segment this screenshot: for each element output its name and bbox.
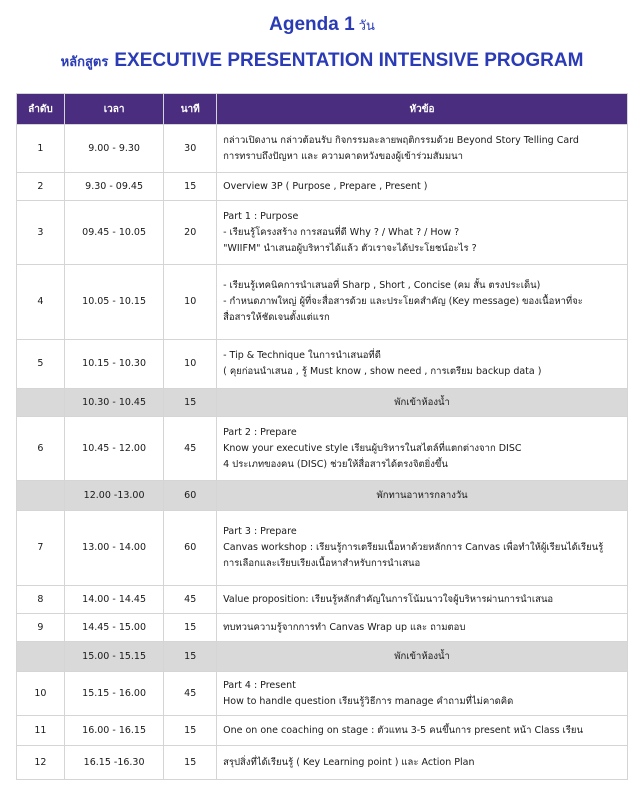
topic-line: - Tip & Technique ในการนำเสนอที่ดี bbox=[223, 350, 381, 361]
topic-line: กล่าวเปิดงาน กล่าวต้อนรับ กิจกรรมละลายพฤติกรรมด้วย Beyond Story Telling Card bbox=[223, 134, 579, 146]
cell-minutes: 15 bbox=[164, 614, 217, 642]
agenda-table bbox=[16, 93, 628, 780]
topic-line: การเลือกและเรียบเรียงเนื้อหาสำหรับการนำเสนอ bbox=[223, 558, 421, 569]
topic-line: "WIIFM" นำเสนอผู้บริหารได้แล้ว ตัวเราจะได้ประโยชน์อะไร ? bbox=[223, 242, 477, 254]
table-row bbox=[17, 125, 628, 173]
column-header-time: เวลา bbox=[64, 94, 164, 125]
cell-no: 11 bbox=[17, 716, 65, 746]
cell-time: 16.00 - 16.15 bbox=[64, 716, 164, 746]
break-row bbox=[17, 481, 628, 511]
topic-line: สื่อสารให้ชัดเจนตั้งแต่แรก bbox=[223, 312, 330, 323]
topic-line: How to handle question เรียนรู้วิธีการ manage คำถามที่ไม่คาดคิด bbox=[223, 695, 514, 707]
cell-topic bbox=[217, 265, 628, 340]
table-row bbox=[17, 511, 628, 586]
cell-no: 4 bbox=[17, 265, 65, 340]
agenda-title-main: Agenda 1 bbox=[269, 14, 355, 35]
column-header-topic: หัวข้อ bbox=[217, 94, 628, 125]
cell-time: 15.15 - 16.00 bbox=[64, 672, 164, 716]
agenda-table-body bbox=[17, 125, 628, 780]
break-row bbox=[17, 642, 628, 672]
cell-no: 8 bbox=[17, 586, 65, 614]
table-row bbox=[17, 417, 628, 481]
cell-no: 7 bbox=[17, 511, 65, 586]
cell-time: 14.45 - 15.00 bbox=[64, 614, 164, 642]
cell-no: 1 bbox=[17, 125, 65, 173]
cell-topic bbox=[217, 511, 628, 586]
cell-time: 13.00 - 14.00 bbox=[64, 511, 164, 586]
table-header-row bbox=[17, 94, 628, 125]
cell-topic bbox=[217, 201, 628, 265]
cell-time: 10.05 - 10.15 bbox=[64, 265, 164, 340]
cell-topic bbox=[217, 340, 628, 389]
topic-line: การทราบถึงปัญหา และ ความคาดหวังของผู้เข้าร่วมสัมมนา bbox=[223, 150, 463, 162]
cell-no: 6 bbox=[17, 417, 65, 481]
cell-no: 3 bbox=[17, 201, 65, 265]
cell-no: 10 bbox=[17, 672, 65, 716]
table-row bbox=[17, 201, 628, 265]
topic-line: Value proposition: เรียนรู้หลักสำคัญในการโน้มนาวใจผู้บริหารผ่านการนำเสนอ bbox=[223, 593, 554, 605]
cell-topic bbox=[217, 417, 628, 481]
topic-line: Part 2 : Prepare bbox=[223, 426, 297, 438]
topic-line: Canvas workshop : เรียนรู้การเตรียมเนื้อหาด้วยหลักการ Canvas เพื่อทำให้ผู้เรียนได้เรียนรู้ bbox=[223, 542, 604, 553]
topic-line: Part 3 : Prepare bbox=[223, 526, 297, 537]
cell-time: 9.00 - 9.30 bbox=[64, 125, 164, 173]
cell-minutes: 45 bbox=[164, 672, 217, 716]
cell-minutes: 15 bbox=[164, 173, 217, 201]
cell-time: 9.30 - 09.45 bbox=[64, 173, 164, 201]
cell-minutes: 20 bbox=[164, 201, 217, 265]
cell-minutes: 15 bbox=[164, 389, 217, 417]
cell-break-label: พักทานอาหารกลางวัน bbox=[217, 481, 628, 511]
cell-topic bbox=[217, 614, 628, 642]
cell-topic bbox=[217, 672, 628, 716]
topic-line: - เรียนรู้เทคนิคการนำเสนอที่ Sharp , Short , Concise (คม สั้น ตรงประเด็น) bbox=[223, 280, 541, 291]
table-row bbox=[17, 672, 628, 716]
agenda-title bbox=[0, 14, 644, 36]
cell-break-label: พักเข้าห้องน้ำ bbox=[217, 642, 628, 672]
cell-no bbox=[17, 642, 65, 672]
program-title-main: EXECUTIVE PRESENTATION INTENSIVE PROGRAM bbox=[114, 50, 584, 71]
cell-topic bbox=[217, 173, 628, 201]
table-row bbox=[17, 173, 628, 201]
cell-topic bbox=[217, 586, 628, 614]
cell-no: 9 bbox=[17, 614, 65, 642]
program-title-prefix: หลักสูตร bbox=[60, 54, 109, 69]
cell-no: 2 bbox=[17, 173, 65, 201]
table-row bbox=[17, 340, 628, 389]
table-row bbox=[17, 614, 628, 642]
cell-minutes: 45 bbox=[164, 417, 217, 481]
topic-line: Overview 3P ( Purpose , Prepare , Present ) bbox=[223, 180, 428, 192]
cell-break-label: พักเข้าห้องน้ำ bbox=[217, 389, 628, 417]
table-row bbox=[17, 265, 628, 340]
column-header-no: ลำดับ bbox=[17, 94, 65, 125]
cell-topic bbox=[217, 716, 628, 746]
cell-minutes: 60 bbox=[164, 511, 217, 586]
cell-minutes: 15 bbox=[164, 642, 217, 672]
agenda-title-suffix: วัน bbox=[358, 18, 375, 33]
cell-time: 09.45 - 10.05 bbox=[64, 201, 164, 265]
topic-line: Part 1 : Purpose bbox=[223, 210, 299, 222]
cell-time: 16.15 -16.30 bbox=[64, 746, 164, 780]
cell-minutes: 45 bbox=[164, 586, 217, 614]
table-row bbox=[17, 586, 628, 614]
cell-topic bbox=[217, 746, 628, 780]
cell-minutes: 15 bbox=[164, 746, 217, 780]
topic-line: 4 ประเภทของคน (DISC) ช่วยให้สื่อสารได้ตรงจิตยิ่งขึ้น bbox=[223, 458, 448, 470]
topic-line: One on one coaching on stage : ตัวแทน 3-5 คนขึ้นการ present หน้า Class เรียน bbox=[223, 724, 583, 736]
cell-topic bbox=[217, 125, 628, 173]
cell-time: 14.00 - 14.45 bbox=[64, 586, 164, 614]
cell-minutes: 60 bbox=[164, 481, 217, 511]
topic-line: Know your executive style เรียนผู้บริหารในสไตล์ที่แตกต่างจาก DISC bbox=[223, 442, 522, 454]
topic-line: สรุปสิ่งที่ได้เรียนรู้ ( Key Learning point ) และ Action Plan bbox=[223, 756, 475, 768]
cell-time: 10.30 - 10.45 bbox=[64, 389, 164, 417]
cell-time: 10.45 - 12.00 bbox=[64, 417, 164, 481]
topic-line: Part 4 : Present bbox=[223, 679, 296, 691]
break-row bbox=[17, 389, 628, 417]
cell-minutes: 10 bbox=[164, 265, 217, 340]
cell-minutes: 15 bbox=[164, 716, 217, 746]
cell-minutes: 10 bbox=[164, 340, 217, 389]
topic-line: - เรียนรู้โครงสร้าง การสอนที่ดี Why ? / What ? / How ? bbox=[223, 226, 460, 238]
cell-no: 5 bbox=[17, 340, 65, 389]
column-header-minutes: นาที bbox=[164, 94, 217, 125]
program-title bbox=[0, 50, 644, 72]
topic-line: - กำหนดภาพใหญ่ ผู้ที่จะสื่อสารด้วย และประโยคสำคัญ (Key message) ของเนื้อหาที่จะ bbox=[223, 296, 583, 307]
cell-minutes: 30 bbox=[164, 125, 217, 173]
table-row bbox=[17, 746, 628, 780]
cell-time: 10.15 - 10.30 bbox=[64, 340, 164, 389]
topic-line: ทบทวนความรู้จากการทำ Canvas Wrap up และ ถามตอบ bbox=[223, 621, 466, 633]
cell-time: 15.00 - 15.15 bbox=[64, 642, 164, 672]
topic-line: ( คุยก่อนนำเสนอ , รู้ Must know , show need , การเตรียม backup data ) bbox=[223, 366, 542, 377]
cell-time: 12.00 -13.00 bbox=[64, 481, 164, 511]
cell-no bbox=[17, 481, 65, 511]
cell-no bbox=[17, 389, 65, 417]
table-row bbox=[17, 716, 628, 746]
cell-no: 12 bbox=[17, 746, 65, 780]
